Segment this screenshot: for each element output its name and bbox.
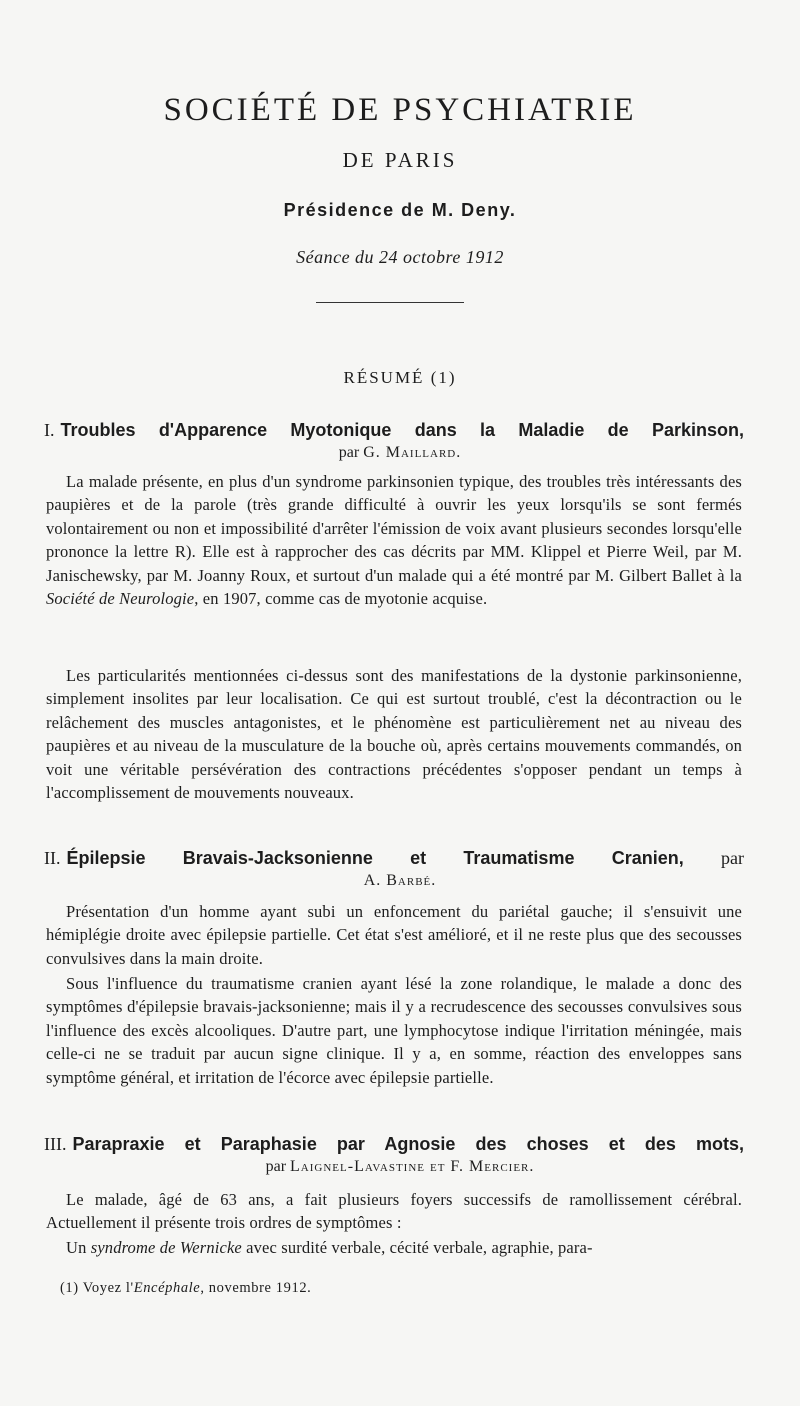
section-2-title — [44, 848, 744, 869]
journal-title: SOCIÉTÉ DE PSYCHIATRIE — [163, 92, 637, 128]
journal-subtitle: DE PARIS — [342, 148, 458, 172]
para-italic: Société de Neurologie — [46, 589, 195, 609]
section-1-numeral: I. — [44, 420, 55, 440]
para-italic: syndrome de Wernicke — [90, 1238, 242, 1257]
resume-heading: RÉSUMÉ (1) — [343, 368, 457, 387]
para-text: Les particularités mentionnées ci-dessus sont des manifestations de la dystonie parkinsonienne, simplement insolites par leur localisation. Ce qui est surtout troublé, c'est la décontraction ou le relâchement des muscles antagonistes, et le phénomène est particulièrement net au niveau des paupières et au niveau de la musculature de la bouche où, après certains mouvements commandés, on voit une véritable persévération des contractions précédentes s'opposer pendant un temps à l'accomplissement de mouvements nouveaux. — [46, 666, 742, 803]
section-2-paragraph-1 — [46, 900, 742, 970]
section-3-author — [0, 1158, 800, 1176]
section-1-paragraph-1 — [46, 470, 742, 610]
section-1-author — [0, 444, 800, 462]
para-text: Le malade, âgé de 63 ans, a fait plusieurs foyers successifs de ramollissement cérébral. Actuellement il présente trois ordres de symptômes : — [46, 1190, 742, 1233]
section-3-paragraph-2 — [46, 1236, 742, 1259]
footnote — [60, 1280, 660, 1297]
section-1-author-prefix: par — [338, 444, 360, 461]
para-text: Présentation d'un homme ayant subi un enfoncement du pariétal gauche; il s'ensuivit une hémiplégie droite avec épilepsie partielle. Cet état s'est amélioré, et il ne reste plus que des secousses convulsives dans la main droite. — [46, 902, 742, 968]
section-3-author-prefix: par — [265, 1158, 287, 1175]
section-2-author — [0, 872, 800, 890]
para-text: La malade présente, en plus d'un syndrome parkinsonien typique, des troubles très intéressants des paupières et de la parole (très grande difficulté à ouvrir les yeux lorsqu'ils se sont fermés volontairement ou non et impossibilité d'arrêter l'émission de voix avant plusieurs secondes lorsqu'elle prononce la lettre R). Elle est à rapprocher des cas décrits par MM. Klippel et Pierre Weil, par M. Janischewsky, par M. Joanny Roux, et surtout d'un malade qui a été montré par M. Gilbert Ballet à la — [46, 472, 742, 585]
section-3-title-text: Parapraxie et Paraphasie par Agnosie des choses et des mots, — [72, 1134, 744, 1154]
footnote-text: , novembre 1912. — [200, 1280, 312, 1296]
section-1-title-text: Troubles d'Apparence Myotonique dans la Maladie de Parkinson, — [60, 420, 744, 440]
footnote-mark: (1) — [60, 1280, 79, 1296]
footnote-italic: Encéphale — [133, 1280, 201, 1296]
para-text: Sous l'influence du traumatisme cranien ayant lésé la zone rolandique, le malade a donc des symptômes d'épilepsie bravais-jacksonienne; mais il y a recrudescence des secousses convulsives sous l'influence des excès alcooliques. D'autre part, une lymphocytose indique l'irritation méningée, mais celle-ci ne se traduit par aucun signe clinique. Il y a, en somme, réaction des enveloppes sans symptôme général, et irritation de l'écorce avec épilepsie partielle. — [46, 974, 742, 1087]
section-1-paragraph-2 — [46, 664, 742, 804]
section-2-paragraph-2 — [46, 972, 742, 1089]
section-3-numeral: III. — [44, 1134, 67, 1154]
section-1-author-name: G. Maillard. — [363, 444, 462, 461]
presidence-line: Présidence de M. Deny. — [283, 200, 517, 220]
section-2-author-name: A. Barbé. — [363, 872, 437, 889]
para-text: avec surdité verbale, cécité verbale, agraphie, para- — [241, 1238, 593, 1257]
section-3-author-name: Laignel-Lavastine et F. Mercier. — [290, 1158, 535, 1175]
section-2-title-tail: par — [721, 848, 744, 868]
para-text: , en 1907, comme cas de myotonie acquise. — [194, 589, 488, 609]
section-1-title — [44, 420, 744, 441]
divider-rule — [316, 302, 464, 303]
section-2-title-text: Épilepsie Bravais-Jacksonienne et Traumatisme Cranien, — [66, 848, 684, 868]
section-2-numeral: II. — [44, 848, 61, 868]
footnote-text: Voyez l' — [82, 1280, 134, 1296]
section-3-paragraph-1 — [46, 1188, 742, 1235]
section-3-title — [44, 1134, 744, 1155]
para-text: Un — [66, 1238, 91, 1257]
seance-date: Séance du 24 octobre 1912 — [296, 247, 504, 267]
